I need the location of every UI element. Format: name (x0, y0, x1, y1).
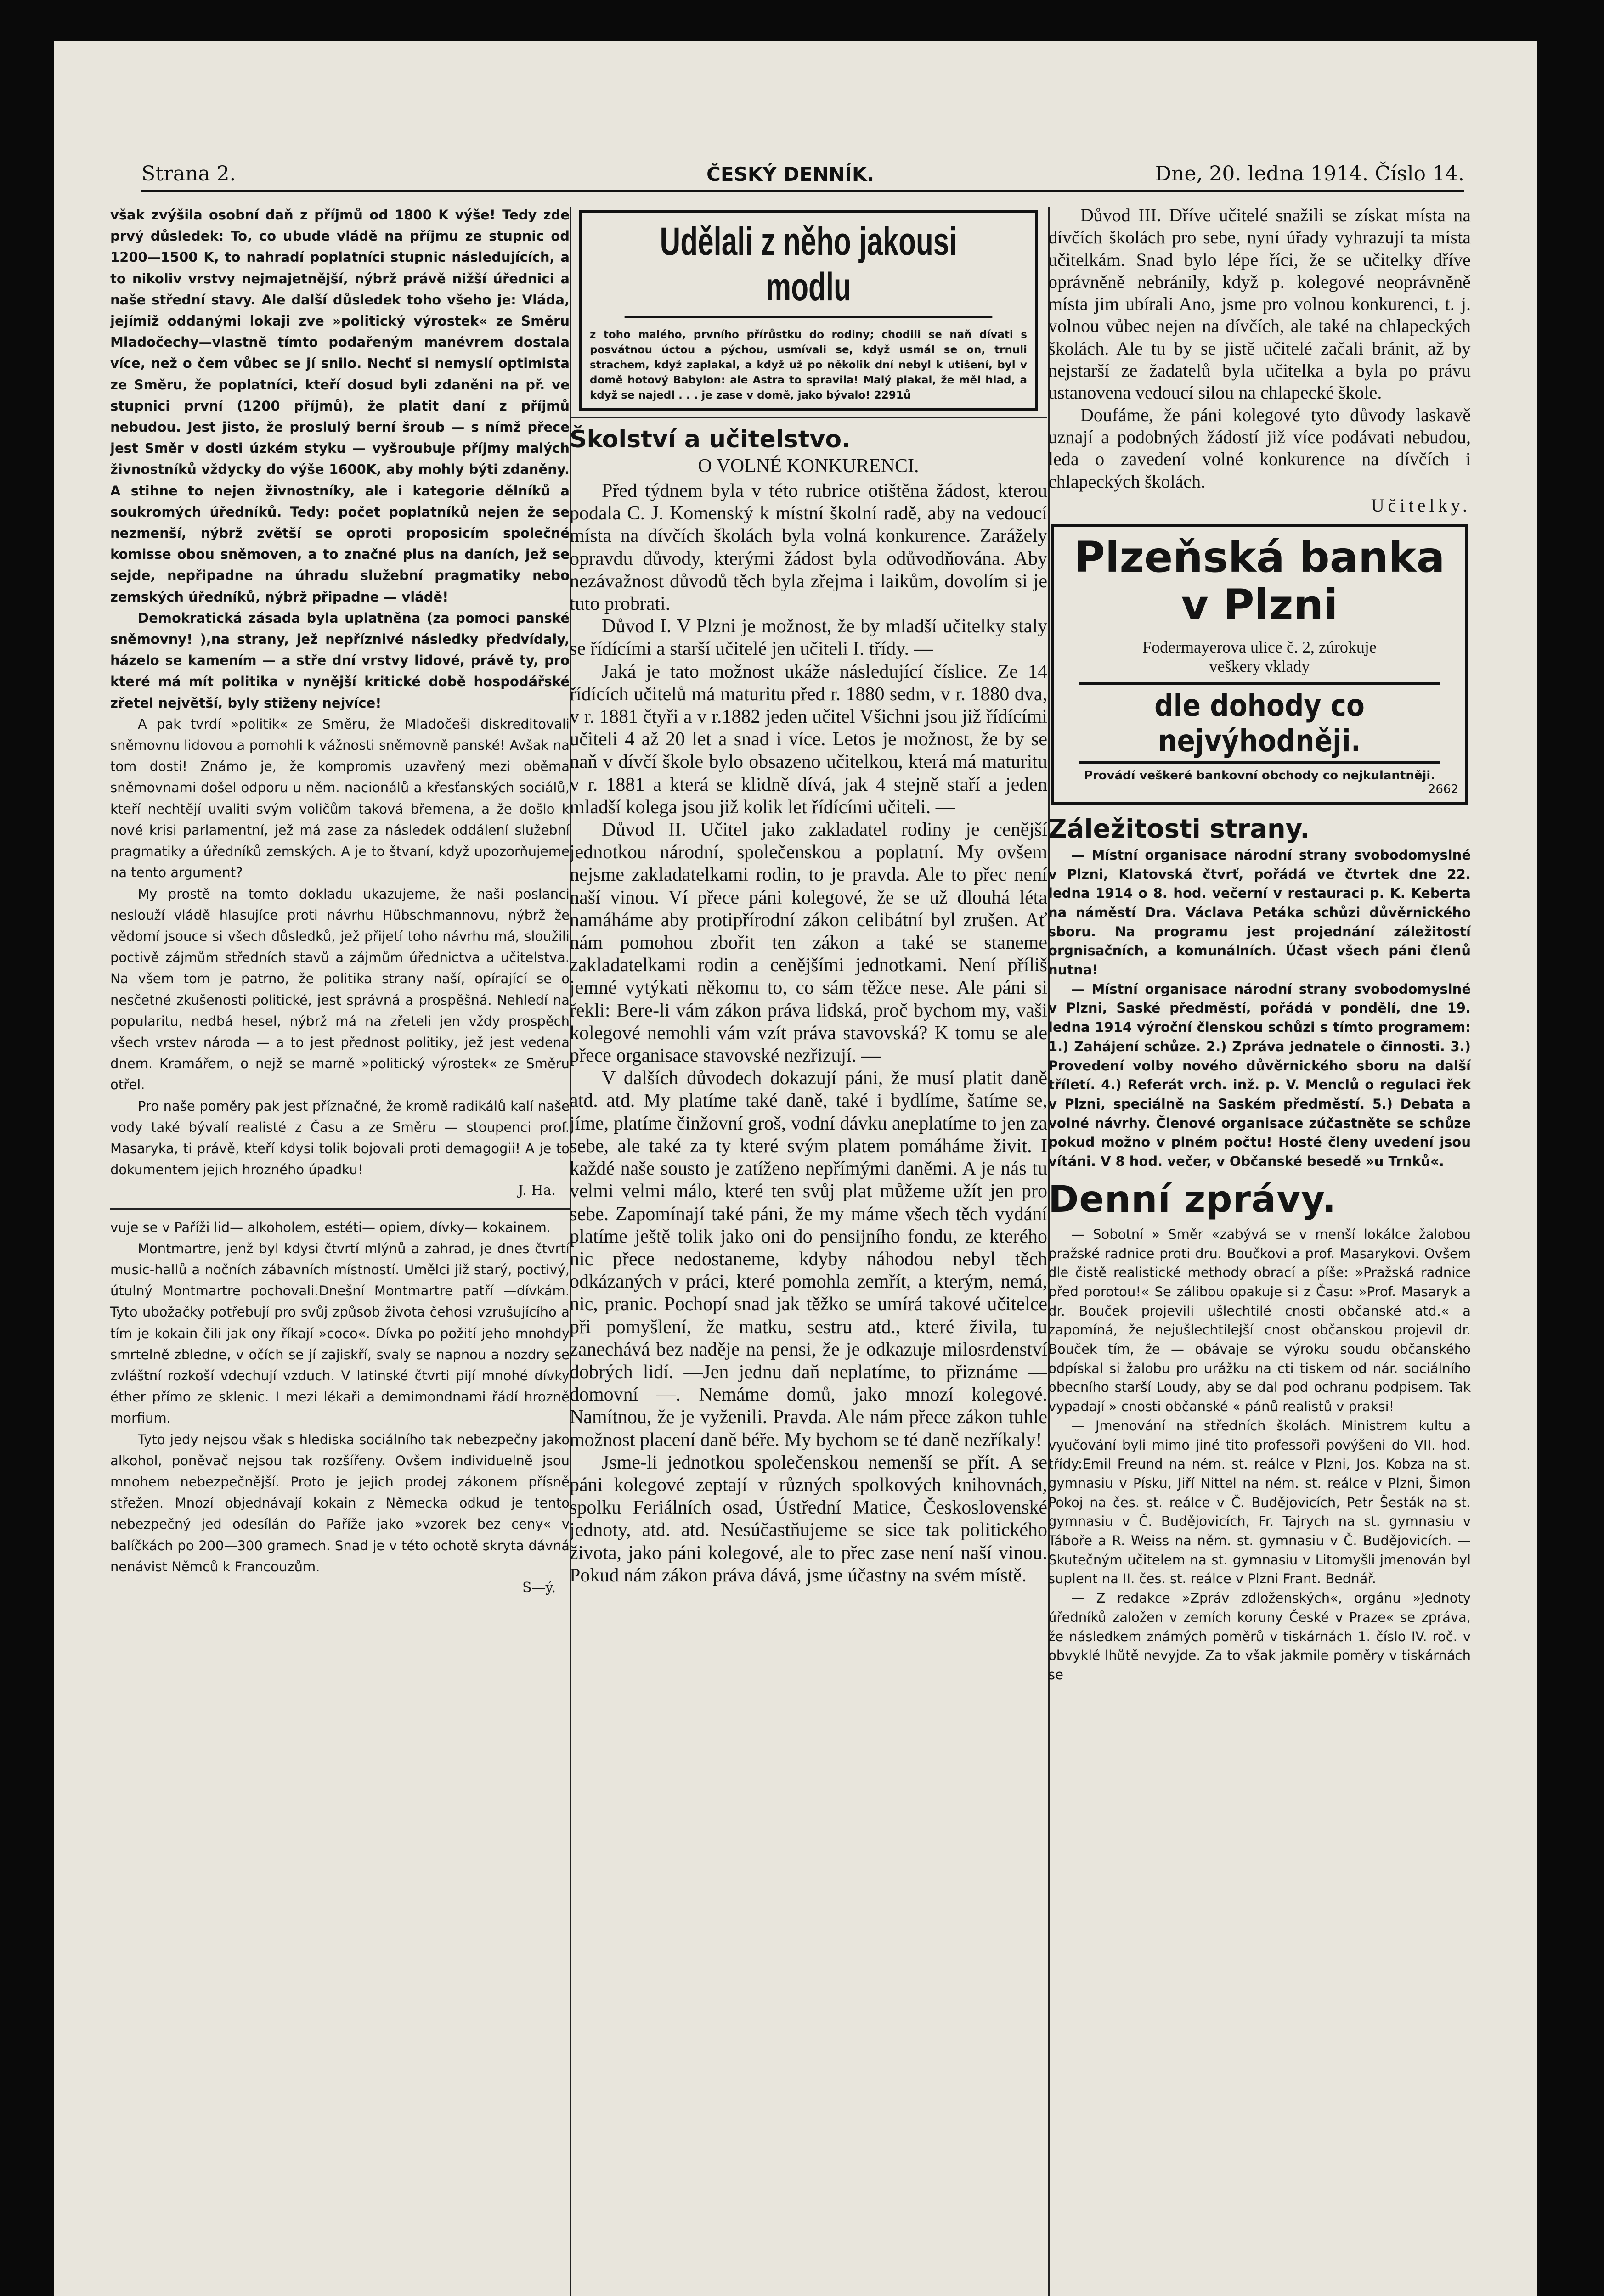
bank-slogan: dle dohody co nejvýhodněji. (1079, 682, 1440, 764)
article-signature: S—ý. (522, 1580, 556, 1596)
article-paragraph: Tyto jedy nejsou však s hlediska sociálního tak nebezpečny jako alkohol, poněvač nejsou tak rozšířeny. Ovšem individuelně jsou mnohem nebezpečnější. Proto je jejich prodej zákonem přísně střežen. Mnozí objednávají kokain z Německa odkud je tento nebezpečný jed odesílán do Paříže jako »vzorek bez ceny« v balíčkách po 200—300 gramech. Snad je v této ochotě skryta dávná nenávist Němců k Francouzům. (110, 1431, 570, 1575)
bank-address-line2: veškery vklady (1209, 657, 1310, 675)
page-number: Strana 2. (141, 162, 236, 186)
masthead (141, 155, 1464, 192)
article-paragraph: Demokratická zásada byla uplatněna (za pomoci panské sněmovny! ),na strany, jež nepříznivé následky předvídaly, házelo se kamením — a stře dní vrstvy lidové, právě ty, pro které má mít politika v nynější kritické době hospodářské zřetel největší, byly stiženy nejvíce! (110, 610, 570, 711)
article-paragraph: My prostě na tomto dokladu ukazujeme, že naši poslanci neslouží vládě hlasujíce proti návrhu Hübschmannovu, nýbrž že vědomí jsouce si všech důsledků, jež přijetí toho návrhu má, sloužili poctivě zájmům středních stavů a zájmům úřednictva a učitelstva. Na všem tom je patrno, že politika strany naší, opírající se o nesčetné zkušenosti politické, jest správná a prospěšná. Nehledí na popularitu, nedbá hesel, nýbrž má na zřeteli jen vždy prospěch všech vrstev národa — a to jest přednost politiky, jež jest vedena dnem. Kramářem, o nejž se marně »politický výrostek« ze Směru otřel. (110, 886, 570, 1093)
news-item: — Místní organisace národní strany svobodomyslné v Plzni, Klatovská čtvrť, pořádá ve čtvrtek dne 22. ledna 1914 o 8. hod. večerní v restauraci p. K. Keberta na náměstí Dra. Václava Petáka schůzi důvěrnického sboru. Na programu jest projednání záležitostí orgnisačních, a komunálních. Účast všech páni členů nutna! (1048, 847, 1471, 978)
paper-title: ČESKÝ DENNÍK. (706, 163, 875, 186)
column-left (110, 204, 570, 1598)
article-paragraph: A pak tvrdí »politik« ze Směru, že Mladočeši diskreditovali sněmovnu lidovou a pomohli k vážnosti sněmovně panské! Avšak na tom dosti! Známo je, že kompromis uzavřený mezi oběma sněmovnami došel odporu u něm. nacionálů a křesťanských sociálů, kteří nechtějí uvaliti svým voličům taková břemena, a že došlo k nové krisi parlamentní, jež má zase za následek oddálení služební pragmatiky a úředníků zemských. A je to štvaní, když upozorňujeme na tento argument? (110, 716, 570, 881)
news-item: — Sobotní » Směr «zabývá se v menší lokálce žalobou pražské radnice proti dru. Boučkovi a prof. Masarykovi. Ovšem dle čistě realistické methody obrací a píše: »Pražská radnice před porotou!« Se zálibou opakuje si z Času: »Prof. Masaryk a dr. Bouček projevili ušlechtilé cnosti občanské atd.« a zapomíná, že nejušlechtilejší cnost občanskou projevil dr. Bouček tím, že — obávaje se výroku soudu občanského odpískal si žalobu pro urážku na cti tiskem od nár. sociálního obecního starší Loudy, aby se dal pod ochranu podpisem. Tak vypadají » cnosti občanské « pánů realistů v praksi! (1048, 1226, 1471, 1415)
news-item: — Z redakce »Zpráv zdloženských«, orgánu »Jednoty úředníků založen v zemích koruny České v Praze« se zpráva, že následkem známých poměrů v tiskárnách 1. číslo IV. roč. v obvyklé lhůtě nevyjde. Za to však jakmile poměry v tiskárnách se (1048, 1590, 1471, 1683)
article-paragraph: Důvod III. Dříve učitelé snažili se získat místa na dívčích školách pro sebe, nyní úřady vyhrazují ta místa učitelkám. Snad bylo lépe říci, že se učitelky dříve oprávněně nebránily, když p. kolegové neoprávněně místa jim ubírali Ano, jsme pro volnou konkurenci, t. j. volnou vůbec nejen na dívčích, ale také na chlapeckých školách. Ale tu by se jistě učitelé začali bránit, až by nejstarší ze žadatelů byla učitelka a byla po právu ustanovena vedoucí silou na chlapecké škole. (1048, 205, 1471, 403)
masthead-rule (141, 190, 1464, 192)
column-middle (570, 204, 1047, 1587)
article-paragraph: V dalších důvodech dokazují páni, že musí platit daně atd. atd. My platíme také daně, také i bydlíme, šatíme se, jíme, platíme činžovní groš, vodní dávku aneplatíme to jen za sebe, ale také za ty které svým platem pomáháme živit. I každé naše sousto je zatíženo nepřímými daněmi. A je nás tu velmi velmi málo, které ten svůj plat můžeme užít jen pro sebe. Zapomínají také páni, že my máme všech těch vydání platíme ještě tolik jako oni do pensijního fondu, ze kterého nic přece nedostaneme, kdyby náhodou nebyl těch odkázaných v práci, které pomohla zemřít, a kterým, nemá, nic, pranic. Pochopí snad jak těžko se umírá takové učitelce při pomyšlení, že matku, sestru atd., které živila, tu zanechává bez naděje na pensi, že je odkazuje milosrdenství dobrých lidí. —Jen jednu daň neplatíme, to přiznáme — domovní —. Nemáme domů, jako mnozí kolegové. Namítnou, že je vyženili. Pravda. Ale nám přece zákon tuhle možnost placení daně béře. My bychom se té daně nezříkaly! (570, 1068, 1047, 1451)
news-item: — Místní organisace národní strany svobodomyslné v Plzni, Saské předměstí, pořádá v pondělí, dne 19. ledna 1914 výroční členskou schůzi s tímto programem: 1.) Zahájení schůze. 2.) Zpráva jednatele o činnosti. 3.) Provedení volby nového důvěrnického sboru na další tříletí. 4.) Referát vrch. inž. p. V. Menclů o regulaci řek v Plzni, speciálně na Saském předměstí. 5.) Debata a volné návrhy. Členové organisace zúčastněte se schůze pokud možno v plném počtu! Hosté členy uvedení jsou vítáni. V 8 hod. večer, v Občanské besedě »u Trnků«. (1048, 981, 1471, 1170)
article-paragraph: Montmartre, jenž byl kdysi čtvrtí mlýnů a zahrad, je dnes čtvrtí music-hallů a nočních zábavních místností. Umělci již starý, poctivý, útulný Montmartre pochovali.Dnešní Montmartre patří —dívkám. Tyto ubožačky potřebují pro svůj způsob života čehosi vzrušujícího a tím je kokain čili jak ony říkají »coco«. Dívka po požití jeho mnohdy smrtelně zbledne, v očích se jí zajiskří, svaly se napnou a nozdry se zvláštní rozkoší vdechují vzduch. V latinské čtvrti pijí mnohé dívky éther přímo ze sklenic. I mezi lékaři a demimondnami řádí hrozně morfium. (110, 1240, 570, 1426)
bank-advertisement (1051, 524, 1468, 805)
article-paragraph: Pro naše poměry pak jest příznačné, že kromě radikálů kalí naše vody také bývalí realisté z Času a ze Směru — stoupenci prof. Masaryka, ti právě, kteří kdysi tolik bojovali proti demagogii! A je to dokumentem jejich hrozného úpadku! (110, 1098, 570, 1178)
article-signature: Učitelky. (1371, 495, 1471, 516)
bank-services: Provádí veškeré bankovní obchody co nejkulantněji. (1084, 768, 1435, 782)
section-heading: Školství a učitelstvo. (570, 426, 851, 453)
issue-date: Dne, 20. ledna 1914. Číslo 14. (1155, 162, 1464, 186)
section-heading-large: Denní zprávy. (1048, 1177, 1337, 1221)
section-heading: Záležitosti strany. (1048, 814, 1310, 844)
article-paragraph: Jsme-li jednotkou společenskou nemenší se přít. A se páni kolegové zeptají v různých spolkových knihovnách, spolku Feriálních osad, Ústřední Matice, Československé jednoty, atd. atd. Nesúčastňujeme se sice tak politického života, jako páni kolegové, ale to přec zase není naší vinou. Pokud nám zákon práva dává, jsme účastny na svém místě. (570, 1452, 1047, 1586)
bank-address: Fodermayerova ulice č. 2, zúrokuje (1142, 637, 1377, 656)
article-divider (110, 1208, 570, 1210)
article-paragraph: Jaká je tato možnost ukáže následující číslice. Ze 14 řídících učitelů má maturitu před r. 1880 sedm, v r. 1880 dva, v r. 1881 čtyři a v r.1882 jeden učitel Všichni jsou již řídícími učiteli 4 až 20 let a snad i více. Letos je možnost, že by se naň v dívčí škole bylo obsazeno učitelkou, která má maturitu v r. 1881 a která se klidně dívá, jak 4 stejně staří a jeden mladší kolega jsou již kolik let řídícími učiteli. — (570, 661, 1047, 818)
advertisement-box (579, 210, 1038, 411)
article-paragraph: Důvod II. Učitel jako zakladatel rodiny je cenější jednotkou národní, společenskou a poplatní. My ovšem nejsme zakladatelkami rodin, to je pravda. Ale to přec není naší vinou. Ví přece páni kolegové, že se už dlouhá léta namáháme aby protipřírodní zákon celibátní byl zrušen. Ať nám pomohou zbořit ten zákon a také se staneme zakladatelkami rodin a cenějšími jednotkami. Není příliš jemné vytýkati někomu to, co sám těžce nese. Ale páni si řekli: Bere-li vám zákon práva lidská, proč bychom my, vaši kolegové nemohli vám vzít práva stavovská? K tomu se ale přece organisace stavovské nezřizují. — (570, 819, 1047, 1067)
bank-ad-number: 2662 (1428, 782, 1458, 796)
bank-city: v Plzni (1181, 580, 1338, 630)
article-paragraph: Důvod I. V Plzni je možnost, že by mladší učitelky staly se řídícími a starší učitelé jen učiteli I. třídy. — (570, 616, 1047, 660)
section-divider (570, 417, 1047, 418)
article-paragraph: Před týdnem byla v této rubrice otištěna žádost, kterou podala C. J. Komenský k místní školní radě, aby na vedoucí místa na dívčích školách byla volná konkurence. Zarážely opravdu důvody, kterými žádost byla odůvodňována. Aby nezávažnost důvodů těch byla zřejma i laikům, dovolím si je tuto probrati. (570, 480, 1047, 615)
article-paragraph: Doufáme, že páni kolegové tyto důvody laskavě uznají a podobných žádostí již více podávati nebudou, leda o zavedení volné konkurence na dívčích i chlapeckých školách. (1048, 404, 1471, 492)
ad-text: z toho malého, prvního přírůstku do rodiny; chodili se naň dívati s posvátnou úctou a pýchou, usmívali se, když usmál se on, trnuli strachem, když zaplakal, a když už po několik dní nebyl k utišení, byl v domě hotový Babylon: ale Astra to spravila! Malý plakal, že měl hlad, a když se najedl . . . je zase v domě, jako bývalo! 2291ů (590, 329, 1027, 401)
news-item: — Jmenování na středních školách. Ministrem kultu a vyučování byli mimo jiné tito professoři povýšeni do VII. hod. třídy:Emil Freund na ném. st. reálce v Plzni, Jos. Kobza na st. gymnasiu v Písku, Jiří Nittel na ném. st. reálce v Plzni, Šimon Pokoj na čes. st. reálce v Č. Budějovicích, Petr Šesták na st. gymnasiu v Č. Budějovicích, Fr. Tajrych na st. gymnasiu v Táboře a R. Weiss na něm. st. gymnasiu v Č. Budějovicích. — Skutečným učitelem na st. gymnasiu v Litomyšli jmenován byl suplent na II. čes. st. reálce v Plzni Frant. Bednář. (1048, 1418, 1471, 1587)
newspaper-page (54, 41, 1537, 2296)
article-signature: J. Ha. (518, 1182, 556, 1199)
bank-name: Plzeňská banka (1074, 532, 1445, 582)
article-subheading: O VOLNÉ KONKURENCI. (698, 456, 919, 477)
ad-headline: Udělali z něho jakousi modlu (625, 219, 993, 318)
article-paragraph: však zvýšila osobní daň z příjmů od 1800 K výše! Tedy zde prvý důsledek: To, co ubude vládě na příjmu ze stupnic od 1200—1500 K, to nahradí poplatníci stupnic následujících, a to nikoliv vrstvy nejmajetnější, nýbrž právě nižší úřednici a naše střední stavy. Ale další důsledek toho všeho je: Vláda, jejímiž oddanými lokaji zve »politický výrostek« ze Směru Mladočechy—vlastně tímto podařeným manévrem dostala více, než o čem vůbec se jí snilo. Nechť si nemyslí optimista ze Směru, že poplatníci, kteří dosud byli zdaněni na př. ve stupnici první (1200 příjmů), že platit daní z příjmů nebudou. Jest jisto, že proslulý berní šroub — s nímž přece jest Směr v dosti úzkém styku — vyšroubuje příjmy malých živnostníků vždycky do výše 1600K, aby mohly býti zdaněny. A stihne to nejen živnostníky, ale i kategorie dělníků a soukromých úředníků. Tedy: počet poplatníků nejen že se nezmenší, nýbrž zvětší se oproti proposicím společné komisse obou sněmoven, a to značné plus na daních, jež se sejde, nepřipadne na úhradu služební pragmatiky nebo zemských úředníků, nýbrž připadne — vládě! (110, 207, 570, 605)
column-right (1048, 204, 1471, 1685)
article-paragraph: vuje se v Paříži lid— alkoholem, estéti— opiem, dívky— kokainem. (110, 1219, 551, 1235)
